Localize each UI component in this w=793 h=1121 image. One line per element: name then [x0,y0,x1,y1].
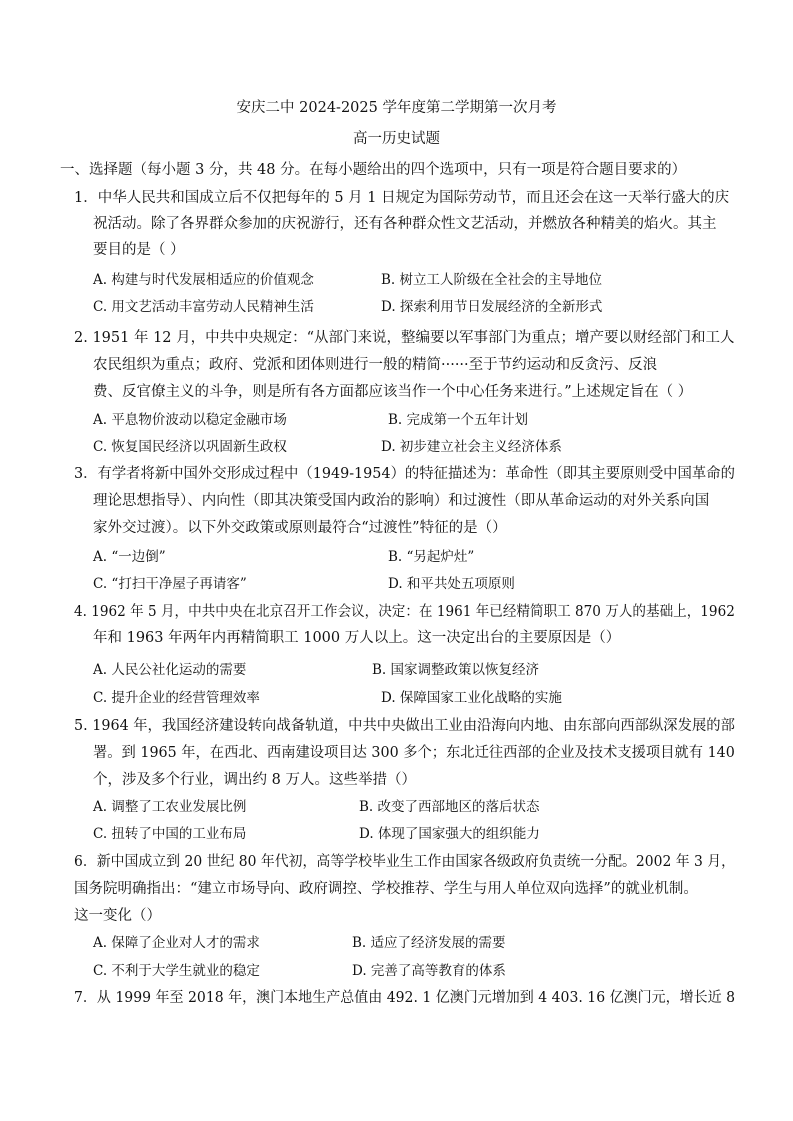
exam-title: 安庆二中 2024-2025 学年度第二学期第一次月考 [236,100,557,116]
option-a: A. 构建与时代发展相适应的价值观念 [93,272,314,288]
option-d: D. 探索利用节日发展经济的全新形式 [381,299,603,315]
option-c: C. 提升企业的经营管理效率 [93,690,260,706]
question-text-line: 个，涉及多个行业，调出约 8 万人。这些举措（） [93,772,416,788]
option-d: D. 完善了高等教育的体系 [352,963,506,979]
option-c: C. 不利于大学生就业的稳定 [93,963,260,979]
question-text-line: 7．从 1999 年至 2018 年，澳门本地生产总值由 492. 1 亿澳门元增加到 4 403. 16 亿澳门元，增长近 8 [74,990,736,1006]
option-b: B. 适应了经济发展的需要 [352,935,506,951]
question-text-line: 3．有学者将新中国外交形成过程中（1949-1954）的特征描述为：革命性（即其主要原则受中国革命的 [74,466,735,482]
question-text-line: 1．中华人民共和国成立后不仅把每年的 5 月 1 日规定为国际劳动节，而且还会在这一天举行盛大的庆 [74,190,730,206]
option-a: A. 调整了工农业发展比例 [93,799,247,815]
question-text-line: 国务院明确指出：“建立市场导向、政府调控、学校推荐、学生与用人单位双向选择”的就业机制。 [74,881,698,897]
option-d: D. 和平共处五项原则 [388,576,515,592]
question-text-line: 2. 1951 年 12 月，中共中央规定：“从部门来说，整编要以军事部门为重点；增产要以财经部门和工人 [74,330,735,346]
option-c: C. 用文艺活动丰富劳动人民精神生活 [93,299,314,315]
question-text-line: 6．新中国成立到 20 世纪 80 年代初，高等学校毕业生工作由国家各级政府负责统一分配。2002 年 3 月， [74,854,736,870]
option-b: B. “另起炉灶” [388,549,475,565]
question-text-line: 费、反官僚主义的斗争，则是所有各方面都应该当作一个中心任务来进行。”上述规定旨在（ ） [93,384,693,400]
question-text-line: 5. 1964 年，我国经济建设转向战备轨道，中共中央做出工业由沿海向内地、由东部向西部纵深发展的部 [74,718,735,734]
question-text-line: 家外交过渡）。以下外交政策或原则最符合“过渡性”特征的是（） [93,520,507,536]
option-a: A. 保障了企业对人才的需求 [93,935,260,951]
question-text-line: 祝活动。除了各界群众参加的庆祝游行，还有各种群众性文艺活动，并燃放各种精美的焰火。其主 [93,216,717,232]
question-text-line: 4. 1962 年 5 月，中共中央在北京召开工作会议，决定：在 1961 年已经精简职工 870 万人的基础上，1962 [74,604,735,620]
option-c: C. 扭转了中国的工业布局 [93,826,247,842]
option-c: C. 恢复国民经济以巩固新生政权 [93,439,287,455]
option-b: B. 完成第一个五年计划 [388,412,529,428]
option-b: B. 树立工人阶级在全社会的主导地位 [381,272,603,288]
option-c: C. “打扫干净屋子再请客” [93,576,247,592]
option-b: B. 国家调整政策以恢复经济 [372,662,540,678]
option-a: A. 人民公社化运动的需要 [93,662,247,678]
question-text-line: 这一变化（） [74,908,161,924]
question-text-line: 署。到 1965 年，在西北、西南建设项目达 300 多个；东北迁往西部的企业及技术支援项目就有 140 [93,745,735,761]
option-a: A. 平息物价波动以稳定金融市场 [93,412,287,428]
option-d: D. 体现了国家强大的组织能力 [359,826,540,842]
option-a: A. “一边倒” [93,549,166,565]
question-text-line: 年和 1963 年两年内再精简职工 1000 万人以上。这一决定出台的主要原因是（） [93,630,621,646]
option-d: D. 保障国家工业化战略的实施 [381,690,562,706]
question-text-line: 农民组织为重点；政府、党派和团体则进行一般的精简······至于节约运动和反贪污、反浪 [93,357,658,373]
question-text-line: 要目的是（ ） [93,242,185,258]
option-b: B. 改变了西部地区的落后状态 [359,799,540,815]
option-d: D. 初步建立社会主义经济体系 [381,439,562,455]
exam-subtitle: 高一历史试题 [353,131,440,147]
section-heading: 一、选择题（每小题 3 分，共 48 分。在每小题给出的四个选项中，只有一项是符合题目要求的） [60,162,687,178]
question-text-line: 理论思想指导）、内向性（即其决策受国内政治的影响）和过渡性（即从革命运动的对外关系向国 [93,493,710,509]
